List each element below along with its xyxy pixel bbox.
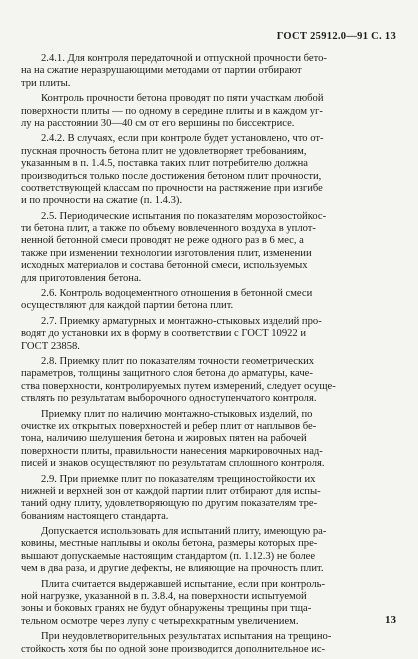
paragraph-p29	[21, 474, 397, 524]
text-line: 2.7. Приемку арматурных и монтажно-стыковых изделий про-	[41, 315, 322, 327]
text-line: три плиты.	[21, 77, 71, 89]
text-line: лу на расстоянии 30—40 см от его вершины по биссектрисе.	[21, 117, 295, 129]
text-line: ковины, местные наплывы и околы бетона, размеры которых пре-	[21, 538, 318, 550]
text-line: 2.4.1. Для контроля передаточной и отпускной прочности бето-	[41, 53, 327, 64]
text-line: ства поверхности, контролируемых путем измерений, следует осуще-	[21, 380, 336, 392]
text-line: ной нагрузке, указанной в п. 3.8.4, на поверхности испытуемой	[21, 591, 307, 603]
text-line: Приемку плит по наличию монтажно-стыковых изделий, по	[41, 408, 313, 420]
text-line: очистке их открытых поверхностей и ребер плит от наплывов бе-	[21, 420, 317, 432]
text-line: ти бетона плит, а также по объему вовлеченного воздуха в уплот-	[21, 223, 316, 235]
page-number: 13	[385, 614, 396, 626]
text-line: таний одну плиту, удовлетворяющую по другим показателям тре-	[21, 498, 318, 510]
text-line: пускная прочность бетона плит не удовлетворяет требованиям,	[21, 145, 307, 157]
text-line: ствлять по результатам выборочного одноступенчатого контроля.	[21, 393, 317, 405]
text-line: стойкость хотя бы по одной зоне производится дополнительное ис-	[21, 643, 326, 655]
text-line: 2.8. Приемку плит по показателям точности геометрических	[41, 355, 315, 367]
paragraph-p25	[21, 211, 397, 285]
paragraph-p-acceptance	[21, 409, 397, 471]
text-line: поверхности плиты, правильности нанесения маркировочных над-	[21, 445, 323, 457]
paragraph-p-control	[21, 93, 397, 130]
text-line: на на сжатие неразрушающими методами от партии отбирают	[21, 65, 302, 77]
text-line: ненной бетонной смеси проводят не реже одного раз в 6 мес, а	[21, 235, 304, 247]
text-line: 2.4.2. В случаях, если при контроле будет установлено, что от-	[41, 133, 324, 145]
text-line: тельном осмотре через лупу с четырехкратным увеличением.	[21, 615, 299, 627]
text-line: для приготовления бетона.	[21, 272, 142, 284]
text-line: нижней и верхней зон от каждой партии плит отбирают для испы-	[21, 485, 321, 497]
text-line: тона, наличию шелушения бетона и жировых пятен на рабочей	[21, 433, 307, 445]
text-line: ГОСТ 23858.	[21, 340, 80, 352]
page-header: ГОСТ 25912.0—91 С. 13	[276, 31, 396, 42]
document-body	[21, 53, 397, 659]
text-line: поверхности плиты — по одному в середине плиты и в каждом уг-	[21, 105, 323, 117]
text-line: также при изменении технологии изготовления плит, изменении	[21, 247, 312, 259]
text-line: указанным в п. 1.4.5, поставка таких плит потребителю должна	[21, 158, 308, 170]
paragraph-p-allowed	[21, 526, 397, 576]
text-line: Плита считается выдержавшей испытание, если при контроль-	[41, 578, 326, 590]
text-line: параметров, толщины защитного слоя бетона до арматуры, каче-	[21, 368, 313, 380]
text-line: Допускается использовать для испытаний плиту, имеющую ра-	[41, 526, 327, 538]
text-line: производиться только после достижения бетоном плит прочности,	[21, 170, 322, 182]
text-line: осуществляют для каждой партии бетона плит.	[21, 300, 234, 312]
text-line: чем в два раза, и другие дефекты, не влияющие на прочность плит.	[21, 563, 324, 575]
text-line: писей и знаков осуществляют по результатам сплошного контроля.	[21, 458, 325, 470]
paragraph-p242	[21, 133, 397, 207]
paragraph-p-passed	[21, 579, 397, 629]
paragraph-p27	[21, 316, 397, 353]
text-line: 2.5. Периодические испытания по показателям морозостойкос-	[41, 210, 327, 222]
text-line: исходных материалов и состава бетонной смеси, используемых	[21, 260, 308, 272]
text-line: вышают допускаемые настоящим стандартом (п. 1.12.3) не более	[21, 550, 316, 562]
text-line: соответствующей классам по прочности на растяжение при изгибе	[21, 182, 323, 194]
text-line: водят до установки их в форму в соответствии с ГОСТ 10922 и	[21, 328, 307, 340]
text-line: 2.9. При приемке плит по показателям трещиностойкости их	[41, 473, 316, 485]
text-line: и по прочности на сжатие (п. 1.4.3).	[21, 195, 183, 207]
text-line: 2.6. Контроль водоцементного отношения в бетонной смеси	[41, 288, 313, 300]
text-line: бованиям настоящего стандарта.	[21, 510, 169, 522]
paragraph-p241	[21, 53, 397, 90]
paragraph-p28	[21, 356, 397, 406]
text-line: Контроль прочности бетона проводят по пяти участкам любой	[41, 93, 324, 105]
paragraph-p-unsatisfactory	[21, 631, 397, 656]
text-line: При неудовлетворительных результатах испытания на трещино-	[41, 631, 332, 643]
text-line: зоны и боковых гранях не будут обнаружены трещины при тща-	[21, 603, 312, 615]
paragraph-p26	[21, 288, 397, 313]
